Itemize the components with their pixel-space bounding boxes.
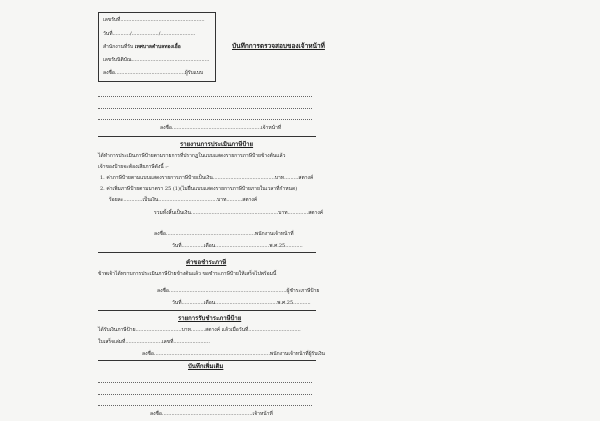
assessment-title: รายงานการประเมินภาษีป้าย	[180, 141, 254, 148]
payment-request-signature: ลงชื่อ..........................................................................ผู้ชำระภาษีป้าย	[157, 288, 320, 294]
divider-1	[98, 136, 316, 137]
receiving-office-line	[103, 44, 181, 50]
assessment-date: วันที่..............เดือน..................................พ.ศ.25...........	[172, 243, 303, 249]
assessment-item-1: 1. ค่าภาษีป้ายตามแบบแสดงรายการภาษีป้ายเป็นเงิน.......................................บาท.........สตางค์	[100, 175, 314, 181]
receipt-number-line: เลขรับที่.....................................................	[103, 17, 205, 23]
assessment-total: รวมทั้งสิ้นเป็นเงิน.......................................................บาท.............สตางค์	[154, 210, 324, 216]
additional-notes-title: บันทึกเพิ่มเติม	[188, 363, 224, 370]
receipt-title: รายการรับชำระภาษีป้าย	[178, 315, 242, 322]
receipt-date-line: วันที่.........../................./......................	[103, 31, 196, 37]
assessment-signature: ลงชื่อ........................................................พนักงานเจ้าหน้าที่	[154, 231, 294, 237]
receipt-info-box	[98, 12, 216, 82]
receiving-office-value: เทศบาลตำบลทองเอื้อ	[134, 44, 181, 50]
receiving-office-label: สำนักงานที่รับ	[103, 44, 134, 50]
additional-line-3	[98, 405, 312, 406]
officer-signature-1: ลงชื่อ........................................................เจ้าหน้าที่	[160, 125, 282, 131]
officer-record-title: บันทึกการตรวจสอบของเจ้าหน้าที่	[232, 42, 325, 50]
receipt-signature: ลงชื่อ.........................................................................พนักงานเจ้าหน้าที่ผู้รับเงิน	[142, 351, 325, 357]
receipt-paragraph-2: ใบเสร็จเล่มที่.......................เลขที่.......................	[98, 339, 210, 345]
note-line-3	[98, 119, 312, 120]
divider-3	[98, 310, 316, 311]
assessment-paragraph-2: เจ้าของป้ายจะต้องเสียภาษีดังนี้ :-	[98, 164, 169, 170]
note-line-1	[98, 96, 312, 97]
assessment-item-3: ร้อยละ............เป็นเงิน.....................................บาท..........สตางค์	[109, 197, 258, 203]
additional-line-2	[98, 394, 312, 395]
registration-line: เลขรับนิติบัณ.................................................	[103, 57, 210, 63]
note-line-2	[98, 108, 312, 109]
assessment-paragraph-1: ได้ทำการประเมินภาษีป้ายตามรายการที่ปรากฏในแบบแสดงรายการภาษีป้ายข้างต้นแล้ว	[98, 153, 286, 159]
receiver-signature-line: ลงชื่อ............................................ผู้รับแบบ	[103, 70, 204, 76]
payment-request-date: วันที่..............เดือน.......................................พ.ศ.25...........	[172, 300, 311, 306]
additional-line-1	[98, 382, 312, 383]
receipt-paragraph-1: ได้รับเงินภาษีป้าย.............................บาท.........สตางค์ แล้วเมื่อวันที่.................................	[98, 327, 301, 333]
payment-request-title: คำขอชำระภาษี	[186, 259, 227, 266]
divider-2	[98, 252, 316, 253]
additional-signature: ลงชื่อ.........................................................เจ้าหน้าที่	[150, 411, 273, 417]
divider-4	[98, 360, 316, 361]
payment-request-paragraph: ข้าพเจ้าได้ทราบการประเมินภาษีป้ายข้างต้นแล้ว ขอชำระภาษีป้ายให้เสร็จไปพร้อมนี้	[98, 271, 277, 277]
assessment-item-2: 2. ค่าเพิ่มภาษีป้ายตามมาตรา 25 (1)(ไม่ยื่นแบบแสดงรายการภาษีป้ายภายในเวลาที่กำหนด)	[100, 186, 298, 192]
